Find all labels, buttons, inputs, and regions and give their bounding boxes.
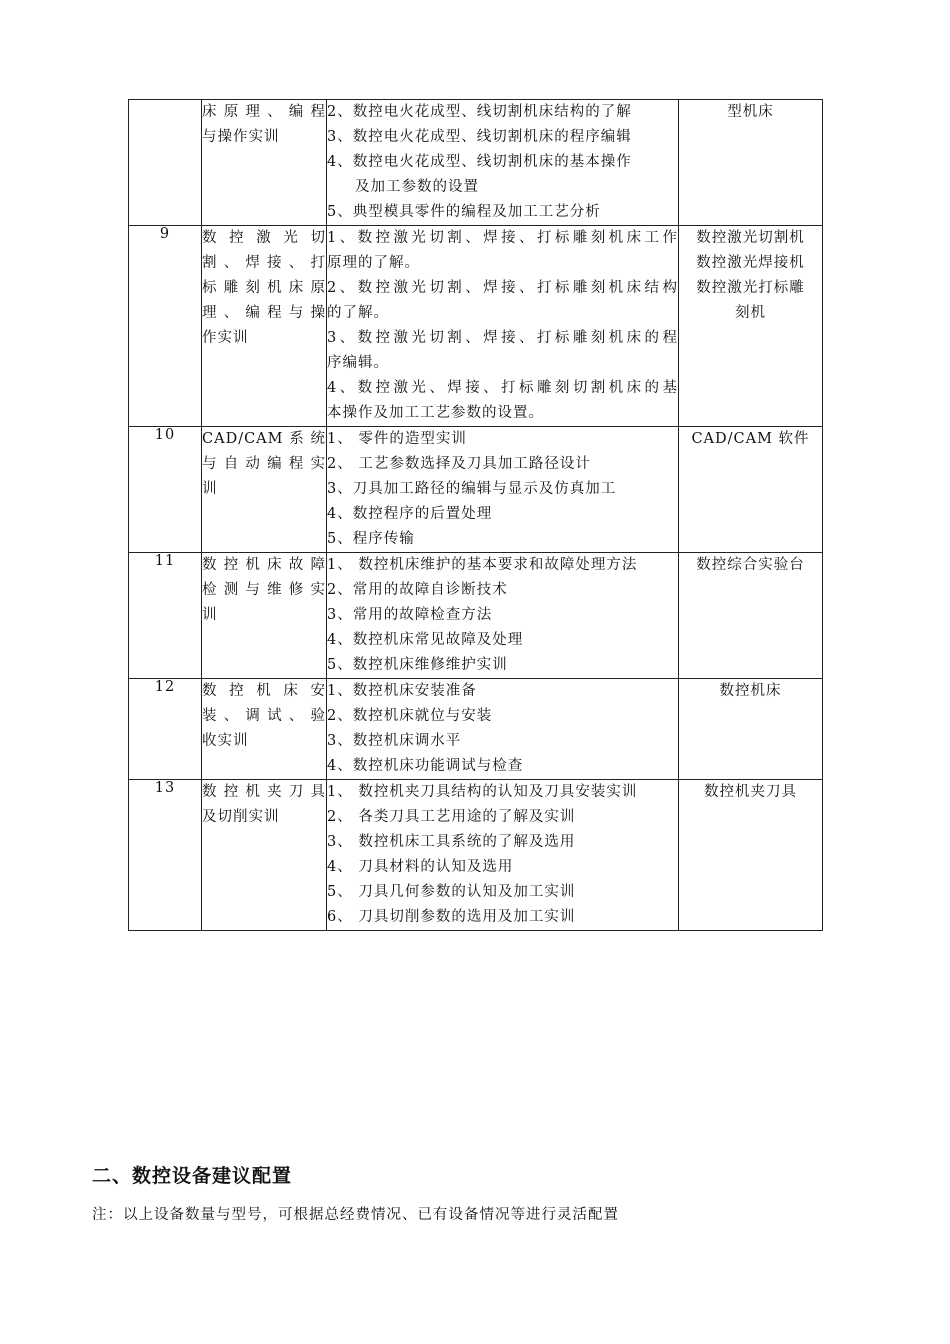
course-line: 数控激光切 bbox=[202, 230, 326, 246]
content-line: 序编辑。 bbox=[327, 355, 389, 371]
course-line: 理、编程与操 bbox=[202, 305, 326, 321]
equipment-line: 数控激光打标雕 bbox=[696, 280, 805, 296]
content-line: 1、数控机床安装准备 bbox=[327, 683, 477, 699]
note-text: 注：以上设备数量与型号，可根据总经费情况、已有设备情况等进行灵活配置 bbox=[92, 1207, 619, 1223]
course-line: CAD/CAM 系 统 bbox=[202, 431, 326, 447]
content-line: 5、数控机床维修维护实训 bbox=[327, 657, 508, 673]
content-line: 4、数控机床功能调试与检查 bbox=[327, 758, 524, 774]
course-line: 训 bbox=[202, 481, 218, 497]
row-number bbox=[129, 100, 202, 226]
table-row bbox=[129, 679, 823, 780]
course-line: 标雕刻机床原 bbox=[202, 280, 326, 296]
row-number: 10 bbox=[129, 427, 202, 553]
course-content bbox=[327, 100, 679, 226]
course-line: 床原理、编程 bbox=[202, 104, 326, 120]
content-line: 3、数控机床调水平 bbox=[327, 733, 462, 749]
course-name bbox=[202, 679, 327, 780]
table-row bbox=[129, 780, 823, 931]
course-line: 数控机床故障 bbox=[202, 557, 326, 573]
course-content bbox=[327, 780, 679, 931]
content-line: 2、数控机床就位与安装 bbox=[327, 708, 493, 724]
course-content bbox=[327, 226, 679, 427]
equipment-line: 数控激光焊接机 bbox=[696, 255, 805, 271]
content-line: 5、 刀具几何参数的认知及加工实训 bbox=[327, 884, 576, 900]
content-line: 3、刀具加工路径的编辑与显示及仿真加工 bbox=[327, 481, 617, 497]
table-row bbox=[129, 553, 823, 679]
course-line: 及切削实训 bbox=[202, 809, 280, 825]
content-line: 1、数控激光切割、焊接、打标雕刻机床工作 bbox=[327, 230, 678, 246]
content-line: 1、 零件的造型实训 bbox=[327, 431, 467, 447]
equipment bbox=[679, 780, 823, 931]
course-content bbox=[327, 427, 679, 553]
content-line: 1、 数控机夹刀具结构的认知及刀具安装实训 bbox=[327, 784, 638, 800]
course-line: 收实训 bbox=[202, 733, 249, 749]
equipment-line: 数控激光切割机 bbox=[696, 230, 805, 246]
content-line: 1、 数控机床维护的基本要求和故障处理方法 bbox=[327, 557, 638, 573]
course-name bbox=[202, 780, 327, 931]
equipment bbox=[679, 100, 823, 226]
content-line: 4、数控程序的后置处理 bbox=[327, 506, 493, 522]
content-line: 2、 各类刀具工艺用途的了解及实训 bbox=[327, 809, 576, 825]
course-name bbox=[202, 226, 327, 427]
course-name bbox=[202, 427, 327, 553]
content-line: 4、数控电火花成型、线切割机床的基本操作 bbox=[327, 154, 632, 170]
equipment-line: 型机床 bbox=[727, 104, 774, 120]
course-line: 装、调试、验 bbox=[202, 708, 326, 724]
course-content bbox=[327, 679, 679, 780]
equipment-line: 数控综合实验台 bbox=[696, 557, 805, 573]
training-table bbox=[128, 99, 823, 931]
content-line: 3、数控电火花成型、线切割机床的程序编辑 bbox=[327, 129, 632, 145]
row-number: 9 bbox=[129, 226, 202, 427]
equipment bbox=[679, 226, 823, 427]
table-row bbox=[129, 427, 823, 553]
equipment bbox=[679, 679, 823, 780]
content-line: 6、 刀具切削参数的选用及加工实训 bbox=[327, 909, 576, 925]
content-line: 3、数控激光切割、焊接、打标雕刻机床的程 bbox=[327, 330, 678, 346]
equipment-line: CAD/CAM 软件 bbox=[691, 431, 810, 447]
content-line: 4、数控激光、焊接、打标雕刻切割机床的基 bbox=[327, 380, 678, 396]
content-line: 2、常用的故障自诊断技术 bbox=[327, 582, 508, 598]
content-line: 原理的了解。 bbox=[327, 255, 420, 271]
content-line: 5、程序传输 bbox=[327, 531, 415, 547]
content-line: 2、数控电火花成型、线切割机床结构的了解 bbox=[327, 104, 632, 120]
course-name bbox=[202, 553, 327, 679]
course-line: 作实训 bbox=[202, 330, 249, 346]
section-heading: 二、数控设备建议配置 bbox=[92, 1165, 293, 1187]
content-line: 4、 刀具材料的认知及选用 bbox=[327, 859, 514, 875]
equipment bbox=[679, 553, 823, 679]
course-line: 割、焊接、打 bbox=[202, 255, 326, 271]
equipment-line: 刻机 bbox=[735, 305, 766, 321]
course-line: 数控机床安 bbox=[202, 683, 326, 699]
course-line: 检测与维修实 bbox=[202, 582, 326, 598]
row-number: 11 bbox=[129, 553, 202, 679]
content-line: 的了解。 bbox=[327, 305, 389, 321]
table-row bbox=[129, 226, 823, 427]
content-line: 5、典型模具零件的编程及加工工艺分析 bbox=[327, 204, 601, 220]
content-line: 及加工参数的设置 bbox=[355, 179, 479, 195]
course-name bbox=[202, 100, 327, 226]
content-line: 2、 工艺参数选择及刀具加工路径设计 bbox=[327, 456, 591, 472]
course-line: 与操作实训 bbox=[202, 129, 280, 145]
content-line: 3、 数控机床工具系统的了解及选用 bbox=[327, 834, 576, 850]
content-line: 本操作及加工工艺参数的设置。 bbox=[327, 405, 544, 421]
equipment-line: 数控机床 bbox=[719, 683, 782, 699]
equipment bbox=[679, 427, 823, 553]
content-line: 3、常用的故障检查方法 bbox=[327, 607, 493, 623]
course-line: 与自动编程实 bbox=[202, 456, 326, 472]
course-line: 数控机夹刀具 bbox=[202, 784, 326, 800]
content-line: 2、数控激光切割、焊接、打标雕刻机床结构 bbox=[327, 280, 678, 296]
content-line: 4、数控机床常见故障及处理 bbox=[327, 632, 524, 648]
equipment-line: 数控机夹刀具 bbox=[704, 784, 797, 800]
row-number: 12 bbox=[129, 679, 202, 780]
table-row bbox=[129, 100, 823, 226]
course-line: 训 bbox=[202, 607, 218, 623]
row-number: 13 bbox=[129, 780, 202, 931]
course-content bbox=[327, 553, 679, 679]
